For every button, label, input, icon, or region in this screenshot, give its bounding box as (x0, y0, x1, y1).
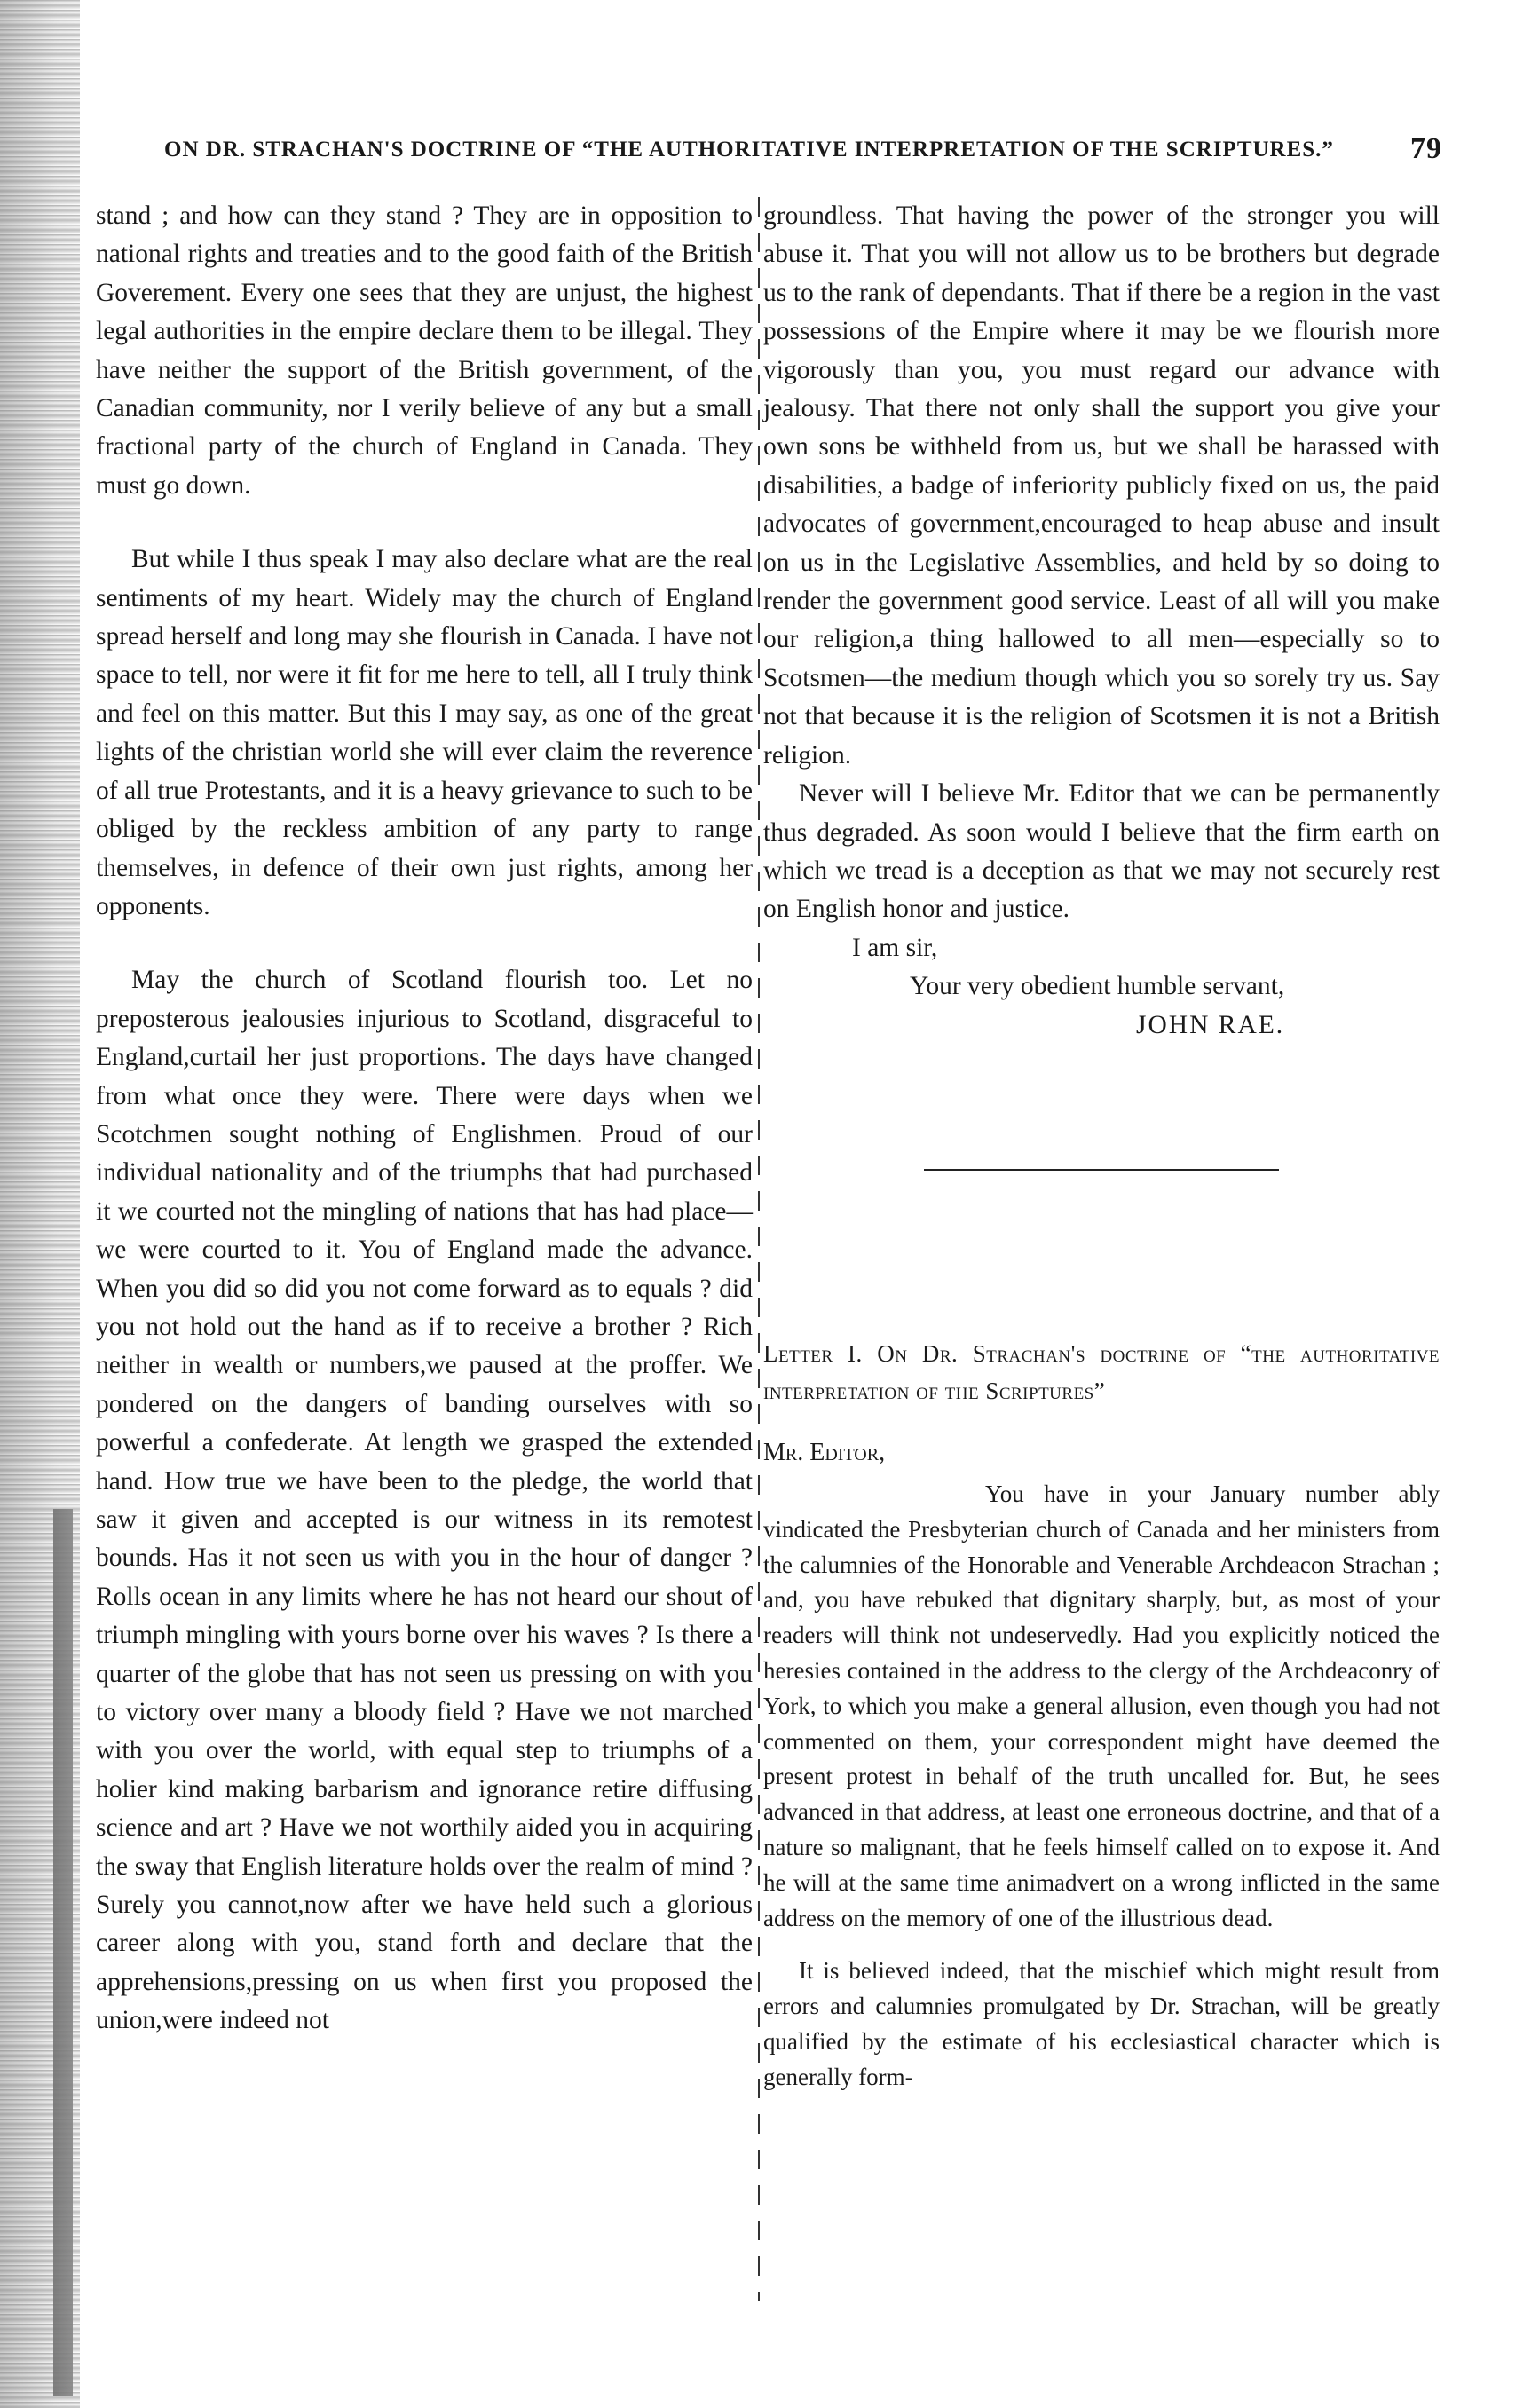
paragraph: But while I thus speak I may also declare what are the real sentiments of my heart. Widely may the church of England spread herself and long may she flourish in Canada. I have not space to tell, nor were it fit for me here to tell, all I truly think and feel on this matter. But this I may say, as one of the great lights of the christian world she will ever claim the reverence of all true Protestants, and it is a heavy grievance to such to be obliged by the reckless ambition of any party to range themselves, in defence of their own just rights, among her opponents. (96, 545, 753, 920)
page-number: 79 (1410, 132, 1442, 165)
signature-block (763, 929, 1440, 1045)
paragraph: groundless. That having the power of the stronger you will abuse it. That you will not allow us to be brothers but degrade us to the rank of dependants. That if there be a region in the vast possessions of the Empire where it may be we flourish more vigorously than you, you must regard our advance with jealousy. That there not only shall the support you give your own sons be withheld from us, but we shall be harassed with disabilities, a badge of inferiority publicly fixed on us, the paid advocates of government,encouraged to heap abuse and insult on us in the Legislative Assemblies, and held by so doing to render the government good service. Least of all will you make our religion,a thing hallowed to all men—especially so to Scotsmen—the medium though which you so sorely try us. Say not that because it is the religion of Scotsmen it is not a British religion. (763, 201, 1440, 770)
left-column (96, 197, 753, 2076)
paragraph: stand ; and how can they stand ? They are in opposition to national rights and treaties and to the good faith of the British Goverement. Every one sees that they are unjust, the highest legal authorities in the empire declare them to be illegal. They have neither the support of the British government, of the Canadian community, nor I verily believe of any but a small fractional party of the church of England in Canada. They must go down. (96, 201, 753, 500)
signature-name: JOHN RAE. (1136, 1010, 1285, 1039)
paragraph: Never will I believe Mr. Editor that we can be permanently thus degraded. As soon would I believe that the firm earth on which we tread is a deception as that we may not securely rest on English honor and justice. (763, 779, 1440, 924)
letter-heading: Letter I. On Dr. Strachan's doctrine of “the authoritative interpretation of the Scriptures” (763, 1339, 1440, 1404)
paragraph: May the church of Scotland flourish too. Let no preposterous jealousies injurious to Scotland, disgraceful to England,curtail her just proportions. The days have changed from what once they were. There were days when we Scotchmen sought nothing of Englishmen. Proud of our individual nationality and of the triumphs that had purchased it we courted not the mingling of nations that has had place—we were courted to it. You of England made the advance. When you did so did you not come forward as to equals ? did you not hold out the hand as if to receive a brother ? Rich neither in wealth or numbers,we paused at the proffer. We pondered on the dangers of banding ourselves with so powerful a confederate. At length we grasped the extended hand. How true we have been to the pledge, the world that saw it given and accepted is our witness in its remotest bounds. Has it not seen us with you in the hour of danger ? Rolls ocean in any limits where he has not heard our shout of triumph mingling with yours borne over his waves ? Is there a quarter of the globe that has not seen us pressing on with you to victory over many a bloody field ? Have we not marched with you over the world, with equal step to triumphs of a holier kind making barbarism and ignorance retire diffusing science and art ? Have we not worthily aided you in acquiring the sway that English literature holds over the realm of mind ? Surely you cannot,now after we have held such a glorious career along with you, stand forth and declare that the apprehensions,pressing on us when first you proposed the union,were indeed not (96, 966, 753, 2035)
signature-closing: I am sir, (852, 933, 938, 962)
book-binding-shadow (0, 0, 80, 2408)
paragraph: You have in your January number ably vindicated the Presbyterian church of Canada and her ministers from the calumnies of the Honorable and Venerable Archdeacon Strachan ; and, you have rebuked that dignitary sharply, but, as most of your readers will think not undeservedly. Had you explicitly noticed the heresies contained in the address to the clergy of the Archdeaconry of York, to which you make a general allusion, even though you had not commented on them, your correspondent might have deemed the present protest in behalf of the truth uncalled for. But, he sees advanced in that address, at least one erroneous doctrine, and that of a nature so malignant, that he feels himself called on to expose it. And he will at the same time animadvert on a wrong inflicted in the same address on the memory of one of the illustrious dead. (763, 1480, 1440, 1931)
section-separator (924, 1169, 1279, 1171)
column-divider (758, 197, 760, 2301)
paragraph: It is believed indeed, that the mischief which might result from errors and calumnies promulgated by Dr. Strachan, will be greatly qualified by the estimate of his ecclesiastical character which is generally form- (763, 1957, 1440, 2090)
signature-servant: Your very obedient humble servant, (910, 972, 1285, 1001)
running-header (164, 132, 1442, 165)
salutation: Mr. Editor, (763, 1438, 886, 1466)
right-column (763, 197, 1440, 2130)
running-title: ON DR. STRACHAN'S DOCTRINE OF “THE AUTHORITATIVE INTERPRETATION OF THE SCRIPTURES.” (164, 138, 1334, 162)
letter-body (763, 1477, 1440, 2096)
